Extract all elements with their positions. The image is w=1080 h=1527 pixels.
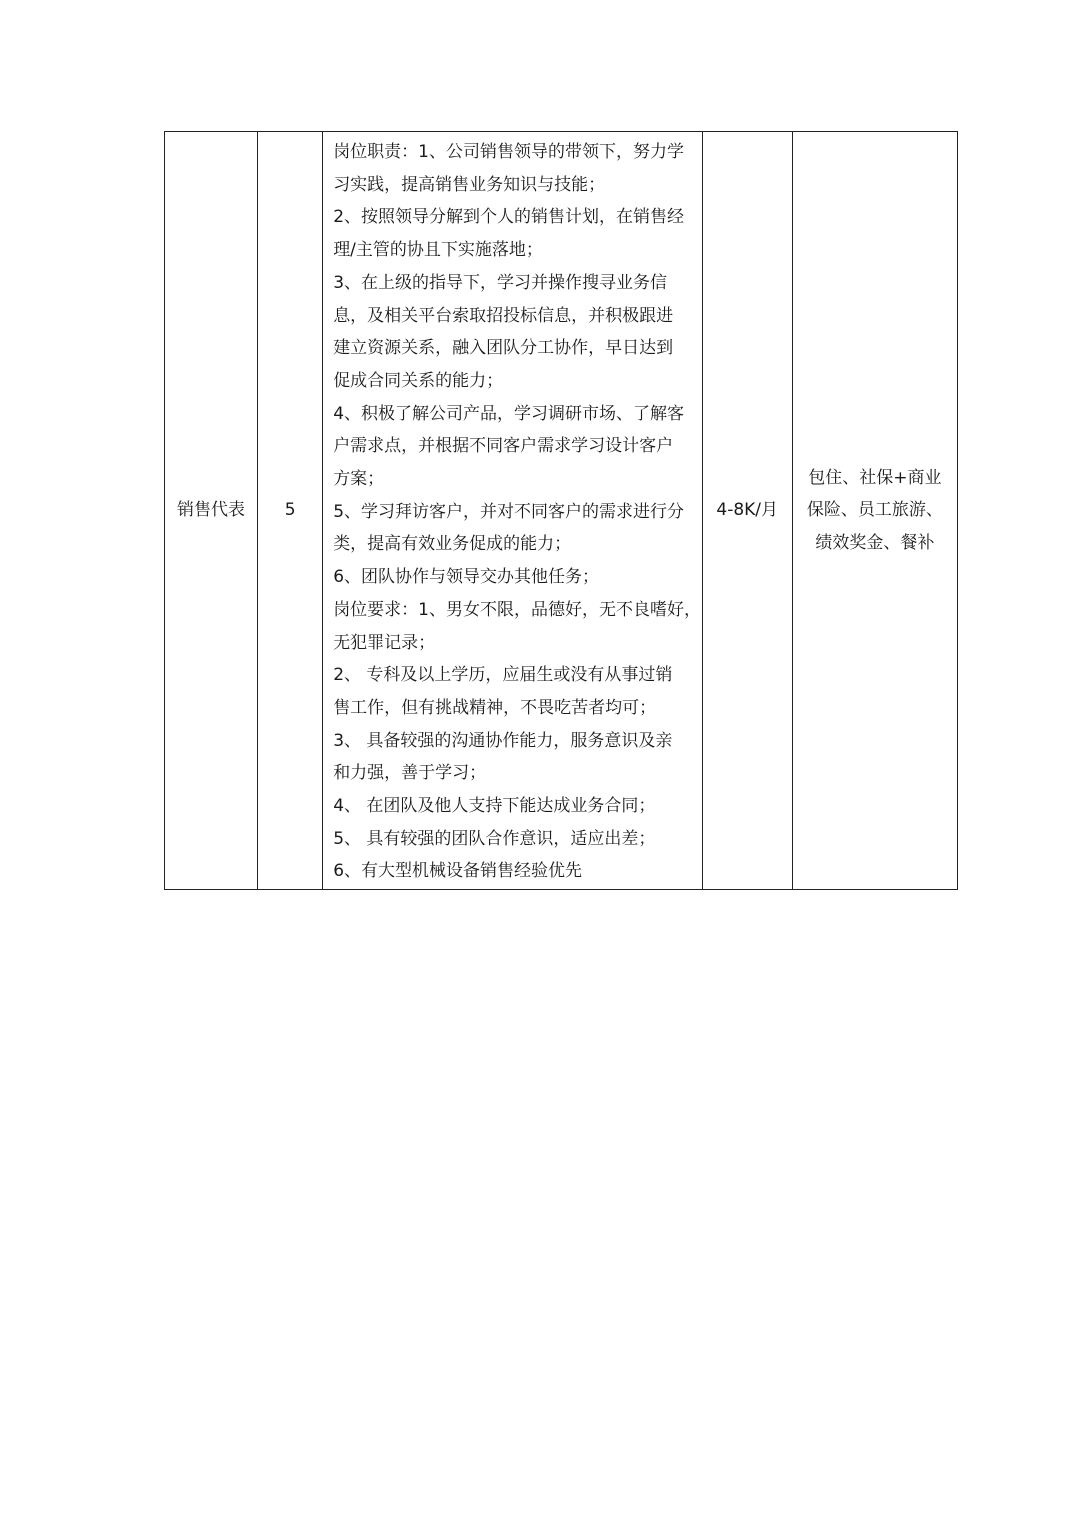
salary: 4-8K/月 [716, 500, 779, 521]
benefits-line: 包住、社保+商业 [808, 467, 942, 488]
job-posting-table [164, 131, 958, 890]
description-line: 建立资源关系，融入团队分工协作，早日达到 [333, 338, 674, 359]
description-line: 5、学习拜访客户，并对不同客户的需求进行分 [333, 501, 685, 522]
benefits-line: 保险、员工旅游、 [806, 500, 943, 521]
description-line: 岗位职责：1、公司销售领导的带领下，努力学 [333, 142, 685, 162]
table-row [165, 132, 958, 890]
description-line: 4、积极了解公司产品，学习调研市场、了解客 [333, 403, 685, 424]
description-line: 促成合同关系的能力； [333, 370, 504, 391]
description-line: 理/主管的协且下实施落地； [333, 240, 543, 261]
job-title: 销售代表 [177, 500, 246, 521]
description-line: 5、 具有较强的团队合作意识，适应出差； [333, 828, 656, 849]
salary-cell [702, 132, 792, 890]
job-title-cell [165, 132, 258, 890]
description-line: 方案； [333, 469, 385, 490]
description-line: 6、有大型机械设备销售经验优先 [333, 861, 583, 882]
headcount: 5 [284, 500, 296, 521]
description-line: 3、在上级的指导下，学习并操作搜寻业务信 [333, 272, 668, 293]
description-line: 3、 具备较强的沟通协作能力，服务意识及亲 [333, 730, 673, 751]
headcount-cell [258, 132, 323, 890]
benefits-cell [792, 132, 957, 890]
description-line: 习实践，提高销售业务知识与技能； [333, 174, 606, 195]
description-line: 类，提高有效业务促成的能力； [333, 534, 572, 555]
job-description-cell [323, 132, 702, 890]
description-line: 2、 专科及以上学历，应届生或没有从事过销 [333, 665, 673, 686]
description-line: 户需求点，并根据不同客户需求学习设计客户 [333, 436, 674, 457]
description-line: 息，及相关平台索取招投标信息，并积极跟进 [333, 305, 674, 326]
description-line: 售工作，但有挑战精神，不畏吃苦者均可； [333, 697, 657, 718]
description-line: 和力强，善于学习； [333, 763, 487, 784]
description-line: 2、按照领导分解到个人的销售计划，在销售经 [333, 207, 685, 228]
description-line: 岗位要求：1、男女不限，品德好，无不良嗜好， [333, 599, 702, 620]
description-line: 6、团队协作与领导交办其他任务； [333, 567, 600, 588]
benefits-line: 绩效奖金、餐补 [815, 532, 935, 553]
description-line: 无犯罪记录； [333, 632, 436, 653]
description-line: 4、 在团队及他人支持下能达成业务合同； [333, 796, 656, 817]
